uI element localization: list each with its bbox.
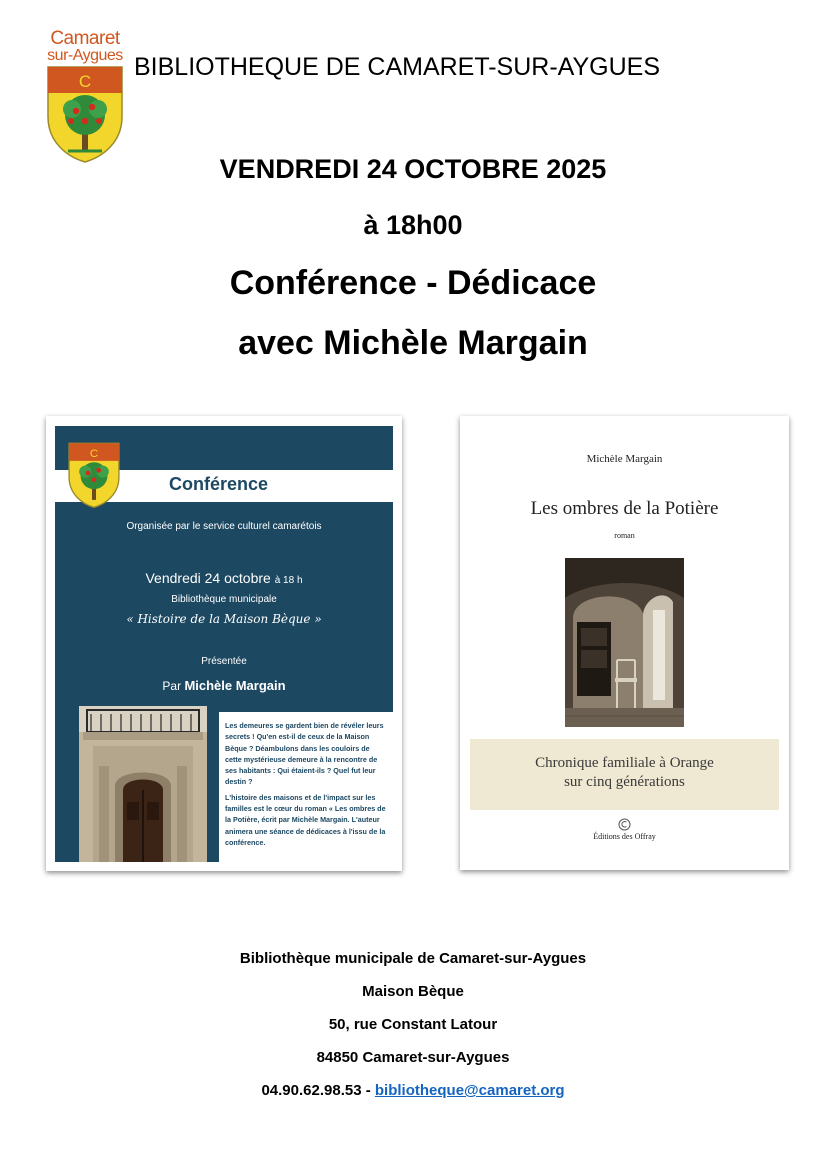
email-link[interactable]: bibliotheque@camaret.org xyxy=(374,1082,565,1099)
publisher-logo-icon xyxy=(618,818,631,831)
poster-presenter xyxy=(55,678,393,693)
book-cover xyxy=(460,416,789,870)
footer-street: 50, rue Constant Latour xyxy=(328,1016,498,1033)
event-type: Conférence - Dédicace xyxy=(229,264,597,302)
logo-line1: Camaret xyxy=(50,28,120,49)
book-title: Les ombres de la Potière xyxy=(530,498,719,519)
footer-building: Maison Bèque xyxy=(362,983,464,1000)
footer-city: 84850 Camaret-sur-Aygues xyxy=(316,1049,510,1066)
event-time: à 18h00 xyxy=(363,210,463,240)
poster-presented: Présentée xyxy=(201,656,247,667)
poster-heading: Conférence xyxy=(169,474,269,494)
event-date: VENDREDI 24 OCTOBRE 2025 xyxy=(219,154,607,184)
book-publisher: Éditions des Offray xyxy=(593,832,656,841)
svg-text:C: C xyxy=(78,72,92,91)
poster-date-time: à 18 h xyxy=(274,575,303,586)
footer-library-name: Bibliothèque municipale de Camaret-sur-Aygues xyxy=(239,950,587,967)
poster-description xyxy=(219,712,393,862)
poster-date xyxy=(55,570,393,586)
book-subtitle-band xyxy=(470,739,779,810)
town-logo xyxy=(44,30,126,164)
poster-venue: Bibliothèque municipale xyxy=(171,594,277,605)
poster-organizer: Organisée par le service culturel camarétois xyxy=(126,521,322,532)
poster-by-name: Michèle Margain xyxy=(184,678,286,693)
book-author: Michèle Margain xyxy=(586,453,663,465)
event-speaker: avec Michèle Margain xyxy=(238,324,588,362)
book-subtitle-line1: Chronique familiale à Orange xyxy=(535,755,714,771)
maison-beque-doorway-photo xyxy=(79,706,207,862)
book-subtitle-line2: sur cinq générations xyxy=(564,774,685,790)
poster-paragraph-2: L'histoire des maisons et de l'impact sur les familles est le cœur du roman « Les ombres de la Potière, écrit par Michèle Margain. L'auteur animera une séance de dédicaces à l'issu de la conférence. xyxy=(225,792,386,847)
poster-subject: « Histoire de la Maison Bèque » xyxy=(126,612,322,626)
poster-date-main: Vendredi 24 octobre xyxy=(145,570,271,586)
footer-phone: 04.90.62.98.53 - xyxy=(261,1082,371,1099)
poster-paragraph-1: Les demeures se gardent bien de révéler leurs secrets ! Qu'en est-il de ceux de la Maison Bèque ? Déambulons dans les couloirs de cette mystérieuse demeure à la rencontre de ses habitants : Qui étaient-ils ? Quel fut leur destin ? xyxy=(225,721,384,787)
coat-of-arms-icon xyxy=(67,442,121,508)
poster-by-prefix: Par xyxy=(162,679,182,693)
book-cover-photo xyxy=(565,558,684,727)
coat-of-arms-icon xyxy=(46,65,124,163)
logo-line2: sur-Aygues xyxy=(47,47,123,64)
conference-poster xyxy=(46,416,402,871)
footer-contact xyxy=(0,1082,826,1099)
library-title: BIBLIOTHEQUE DE CAMARET-SUR-AYGUES xyxy=(134,53,661,81)
svg-text:C: C xyxy=(89,447,99,460)
book-genre: roman xyxy=(614,531,635,540)
